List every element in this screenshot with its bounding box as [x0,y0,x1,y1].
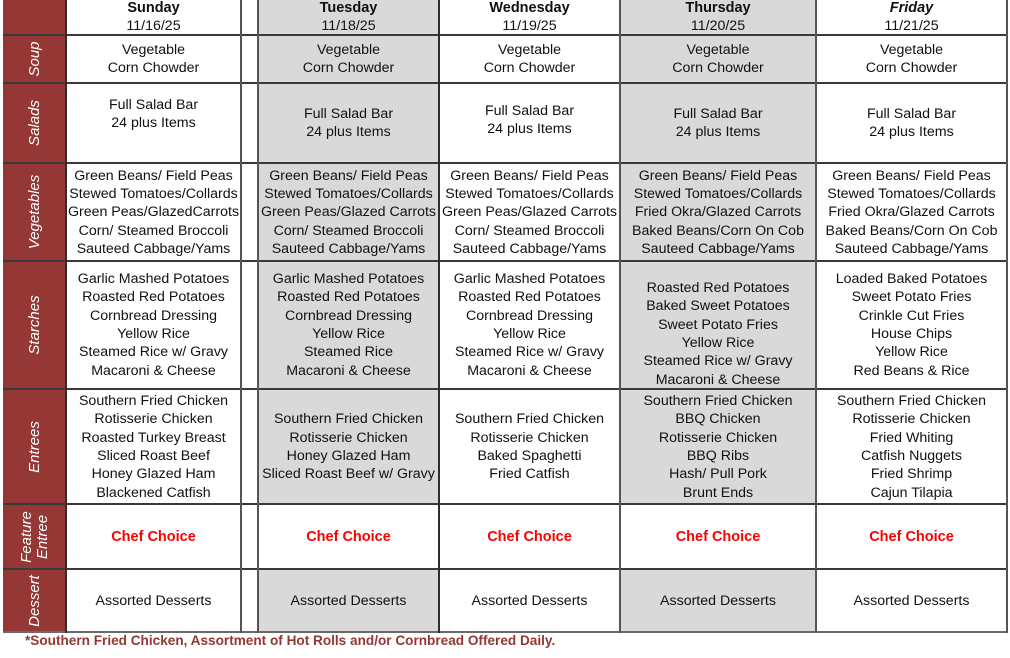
table-right-border [1006,0,1008,633]
menu-item: Stewed Tomatoes/Collards [827,186,996,203]
menu-item: Vegetable [316,41,381,58]
day-header-thursday [620,0,816,35]
menu-item: Sweet Potato Fries [851,289,972,306]
menu-item: Vegetable [879,41,944,58]
row-divider [3,260,1008,262]
menu-item: Steamed Rice [303,344,394,361]
menu-item: Assorted Desserts [471,592,588,609]
chef-choice: Chef Choice [869,528,954,545]
entrees-tuesday [258,410,439,484]
menu-item: Loaded Baked Potatoes [835,271,988,288]
feature-sunday [66,505,241,569]
menu-item: Vegetable [686,41,750,58]
entrees-thursday [620,392,816,502]
starches-thursday [620,279,816,389]
menu-item: Steamed Rice w/ Gravy [454,344,605,361]
salads-friday [816,83,1007,163]
label-starches-text: Starches [25,295,43,355]
feature-wednesday [439,505,620,569]
chef-choice: Chef Choice [111,528,196,545]
label-header-blank [3,0,66,35]
menu-item: Fried Whiting [869,429,954,446]
dessert-sunday [66,570,241,632]
day-date: 11/20/25 [690,18,746,34]
starches-wednesday [439,270,620,380]
day-name: Friday [889,0,934,16]
menu-item: Corn Chowder [483,60,576,76]
menu-item: Corn/ Steamed Broccoli [78,222,229,239]
menu-item: Stewed Tomatoes/Collards [633,186,803,203]
label-soup-text: Soup [25,41,43,77]
menu-item: Green Beans/ Field Peas [74,167,233,184]
menu-item: Sauteed Cabbage/Yams [834,240,989,257]
menu-item: 24 plus Items [306,124,391,140]
chef-choice: Chef Choice [306,528,391,545]
soup-sunday [66,35,241,83]
menu-item: Corn Chowder [672,60,764,76]
menu-item: Sliced Roast Beef w/ Gravy [262,466,435,483]
entrees-friday [816,392,1007,502]
menu-item: Roasted Red Potatoes [646,280,790,297]
menu-item: Cornbread Dressing [90,307,217,324]
salads-tuesday [258,83,439,163]
menu-item: Green Peas/Glazed Carrots [260,204,437,221]
dessert-tuesday [258,570,439,632]
menu-item: Assorted Desserts [853,592,970,609]
menu-item: Sweet Potato Fries [658,316,778,333]
entrees-wednesday [439,410,620,484]
menu-item: Roasted Turkey Breast [81,429,226,446]
menu-item: Garlic Mashed Potatoes [272,271,425,288]
menu-item: 24 plus Items [487,121,572,138]
menu-item: Sauteed Cabbage/Yams [452,240,607,257]
menu-item: Baked Beans/Corn On Cob [632,222,804,239]
dessert-friday [816,570,1007,632]
day-date: 11/16/25 [126,18,181,34]
menu-item: Sauteed Cabbage/Yams [271,240,426,257]
day-name: Wednesday [489,0,570,16]
soup-tuesday [258,35,439,83]
menu-item: Catfish Nuggets [861,448,962,464]
menu-item: Southern Fried Chicken [454,411,605,428]
menu-item: 24 plus Items [675,124,761,140]
label-dessert-text: Dessert [25,574,43,627]
menu-item: Full Salad Bar [673,105,763,122]
column-divider [815,0,817,633]
menu-item: Stewed Tomatoes/Collards [69,186,238,203]
menu-item: Sliced Roast Beef [97,448,210,464]
menu-item: Corn Chowder [302,60,395,76]
menu-item: Roasted Red Potatoes [458,289,601,306]
menu-item: Yellow Rice [875,344,948,361]
label-vegetables [3,163,66,261]
column-divider [438,0,440,633]
feature-friday [816,505,1007,569]
day-header-friday [816,0,1007,35]
menu-item: Rotisserie Chicken [289,429,408,446]
menu-item: Garlic Mashed Potatoes [453,271,606,288]
menu-item: Stewed Tomatoes/Collards [445,186,614,203]
menu-item: 24 plus Items [111,115,196,132]
column-divider [257,0,259,633]
menu-item: Southern Fried Chicken [273,411,424,428]
menu-item: Assorted Desserts [95,592,212,609]
menu-item: Full Salad Bar [866,105,957,122]
menu-item: Vegetable [121,41,186,58]
menu-item: Roasted Red Potatoes [277,289,420,306]
vegetables-thursday [620,164,816,261]
label-feature-line1: Feature [17,510,35,563]
menu-item: Blackened Catfish [96,484,211,501]
day-name: Tuesday [319,0,378,16]
label-entrees-text: Entrees [25,420,43,473]
menu-item: Assorted Desserts [290,592,407,609]
menu-item: Baked Beans/Corn On Cob [825,222,998,239]
row-divider [3,34,1008,36]
menu-item: Cornbread Dressing [285,307,412,324]
menu-item: Yellow Rice [312,326,385,342]
menu-item: Southern Fried Chicken [643,393,793,410]
row-divider [3,388,1008,390]
soup-friday [816,35,1007,83]
menu-item: House Chips [870,326,953,342]
menu-item: Corn/ Steamed Broccoli [273,222,424,239]
menu-item: Baked Spaghetti [477,448,582,464]
menu-item: BBQ Ribs [686,448,750,464]
menu-item: Hash/ Pull Pork [669,466,767,483]
menu-item: Fried Okra/Glazed Carrots [634,204,802,221]
menu-item: Red Beans & Rice [853,362,970,379]
menu-item: Green Peas/GlazedCarrots [67,204,240,221]
label-soup [3,35,66,83]
label-starches [3,261,66,389]
menu-item: Honey Glazed Ham [286,448,411,464]
menu-item: Yellow Rice [493,326,566,342]
menu-item: Macaroni & Cheese [467,362,592,379]
dessert-thursday [620,570,816,632]
day-header-wednesday [439,0,620,35]
dessert-wednesday [439,570,620,632]
menu-item: Green Beans/ Field Peas [832,167,991,184]
label-entrees [3,389,66,504]
label-salads [3,83,66,163]
menu-item: Full Salad Bar [484,103,575,119]
vegetables-tuesday [258,164,439,261]
menu-item: Stewed Tomatoes/Collards [264,186,433,203]
chef-choice: Chef Choice [675,528,761,545]
vegetables-friday [816,164,1007,261]
menu-item: Assorted Desserts [660,592,776,609]
day-header-tuesday [258,0,439,35]
menu-item: Vegetable [497,41,562,58]
menu-item: Corn/ Steamed Broccoli [454,222,605,239]
day-name: Thursday [685,0,751,16]
day-date: 11/19/25 [502,18,557,34]
menu-item: Full Salad Bar [108,97,199,113]
label-feature-line2: Entree [33,514,51,559]
day-header-sunday [66,0,241,35]
salads-wednesday [439,102,620,142]
feature-thursday [620,505,816,569]
menu-item: Full Salad Bar [303,105,394,122]
menu-item: Macaroni & Cheese [286,362,411,379]
menu-item: Corn Chowder [865,60,958,76]
soup-wednesday [439,35,620,83]
menu-item: Rotisserie Chicken [94,411,213,428]
menu-item: Garlic Mashed Potatoes [77,271,230,288]
menu-item: Southern Fried Chicken [78,393,229,410]
menu-item: Steamed Rice w/ Gravy [643,353,793,370]
day-date: 11/18/25 [321,18,376,34]
menu-item: Brunt Ends [682,484,754,501]
menu-item: Macaroni & Cheese [655,371,781,388]
menu-item: Corn Chowder [107,60,200,76]
label-salads-text: Salads [25,100,43,146]
column-divider [65,0,67,633]
label-vegetables-text: Vegetables [25,174,43,250]
menu-item: Rotisserie Chicken [470,429,589,446]
label-feature-entree [3,504,66,569]
menu-item: BBQ Chicken [675,411,761,428]
menu-item: Fried Catfish [489,466,570,483]
footer-note: *Southern Fried Chicken, Assortment of Hot Rolls and/or Cornbread Offered Daily. [25,633,556,648]
column-divider [240,0,242,633]
starches-tuesday [258,270,439,380]
menu-item: Fried Okra/Glazed Carrots [828,204,995,221]
column-divider [619,0,621,633]
row-divider [3,503,1008,505]
menu-item: Yellow Rice [681,335,755,351]
menu-item: Sauteed Cabbage/Yams [76,240,231,257]
menu-item: Baked Sweet Potatoes [646,298,790,315]
menu-item: Honey Glazed Ham [91,466,216,483]
feature-tuesday [258,505,439,569]
menu-item: Cajun Tilapia [870,484,953,501]
menu-item: Green Beans/ Field Peas [269,167,428,184]
menu-item: 24 plus Items [869,124,954,140]
salads-sunday [66,96,241,136]
menu-item: Roasted Red Potatoes [82,289,225,306]
menu-item: Green Beans/ Field Peas [450,167,609,184]
starches-friday [816,270,1007,380]
menu-item: Green Beans/ Field Peas [638,167,798,184]
menu-item: Fried Shrimp [870,466,953,483]
menu-item: Steamed Rice w/ Gravy [78,344,229,361]
menu-item: Green Peas/Glazed Carrots [441,204,618,221]
soup-thursday [620,35,816,83]
label-dessert [3,569,66,632]
menu-item: Rotisserie Chicken [658,429,778,446]
menu-item: Macaroni & Cheese [91,362,216,379]
menu-item: Southern Fried Chicken [836,393,987,410]
salads-thursday [620,83,816,163]
menu-item: Cornbread Dressing [466,307,593,324]
row-divider [3,82,1008,84]
vegetables-wednesday [439,164,620,261]
menu-item: Rotisserie Chicken [852,411,971,428]
vegetables-sunday [66,164,241,261]
starches-sunday [66,270,241,380]
label-feature-entree-text [19,511,51,563]
menu-item: Crinkle Cut Fries [858,307,965,324]
menu-item: Yellow Rice [117,326,190,342]
row-divider [3,568,1008,570]
chef-choice: Chef Choice [487,528,572,545]
day-date: 11/21/25 [884,18,939,34]
entrees-sunday [66,392,241,502]
row-divider [3,162,1008,164]
menu-item: Sauteed Cabbage/Yams [641,240,795,257]
day-name: Sunday [127,0,180,16]
